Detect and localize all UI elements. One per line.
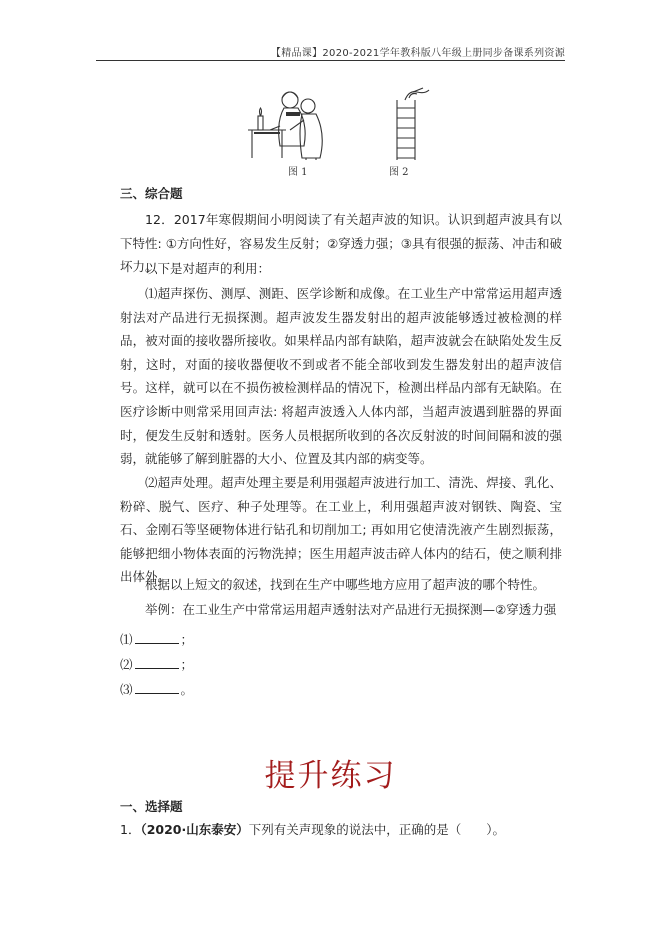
- answer-end: ；: [180, 632, 194, 647]
- question-12-example: 举例：在工业生产中常常运用超声透射法对产品进行无损探测—②穿透力强: [145, 602, 557, 617]
- answer-end: 。: [180, 682, 194, 697]
- answer-label: ⑴: [120, 632, 133, 647]
- question-1-source: （2020·山东泰安）: [140, 822, 249, 837]
- section-3-title: 三、综合题: [120, 186, 183, 201]
- figure-2-caption: 图 2: [389, 167, 409, 178]
- answer-blank-3[interactable]: [135, 681, 179, 694]
- practice-title: 提升练习: [264, 758, 397, 794]
- answer-line-3: [120, 680, 193, 698]
- question-12-prompt: 根据以上短文的叙述，找到在生产中哪些地方应用了超声波的哪个特性。: [145, 577, 546, 592]
- answer-end: ；: [180, 657, 194, 672]
- answer-label: ⑶: [120, 682, 133, 697]
- question-12-uses-intro: 以下是对超声的利用：: [145, 261, 271, 276]
- figure-2-image: [385, 86, 433, 162]
- answer-blank-2[interactable]: [135, 656, 179, 669]
- section-1-title: 一、选择题: [120, 799, 183, 814]
- question-1: [120, 820, 505, 838]
- question-1-number: 1．: [120, 822, 141, 837]
- answer-line-2: [120, 655, 193, 673]
- figure-1-caption: 图 1: [288, 167, 308, 178]
- question-12-use-2: ⑵超声处理。超声处理主要是利用强超声波进行加工、清洗、焊接、乳化、粉碎、脱气、医疗、种子处理等。在工业上，利用强超声波对钢铁、陶瓷、宝石、金刚石等坚硬物体进行钻孔和切削加工; 再如用它使清洗液产生剧烈振荡，能够把细小物体表面的污物洗掉；医生用超声波击碎人体内的结石，使之顺利排出体外。: [120, 475, 562, 585]
- figure-1-image: [246, 86, 332, 162]
- question-12-use-1: ⑴超声探伤、测厚、测距、医学诊断和成像。在工业生产中常常运用超声透射法对产品进行无损探测。超声波发生器发射出的超声波能够透过被检测的样品，被对面的接收器所接收。如果样品内部有缺陷，超声波就会在缺陷处发生反射，这时，对面的接收器便收不到或者不能全部收到发生器发射出的超声波信号。这样，就可以在不损伤被检测样品的情况下，检测出样品内部有无缺陷。在医疗诊断中则常采用回声法: 将超声波透入人体内部，当超声波遇到脏器的界面时，便发生反射和透射。医务人员根据所收到的各次反射波的时间间隔和波的强弱，就能够了解到脏器的大小、位置及其内部的病变等。: [120, 286, 562, 467]
- header-rule: [96, 60, 565, 61]
- page-header: 【精品课】2020-2021学年教科版八年级上册同步备课系列资源: [270, 48, 565, 59]
- answer-blank-1[interactable]: [135, 631, 179, 644]
- question-12-intro: 12．2017年寒假期间小明阅读了有关超声波的知识。认识到超声波具有以下特性: ①方向性好，容易发生反射；②穿透力强；③具有很强的振荡、冲击和破坏力。: [120, 212, 562, 275]
- answer-line-1: [120, 630, 193, 648]
- answer-label: ⑵: [120, 657, 133, 672]
- question-1-text: 下列有关声现象的说法中，正确的是（ ）。: [248, 822, 506, 837]
